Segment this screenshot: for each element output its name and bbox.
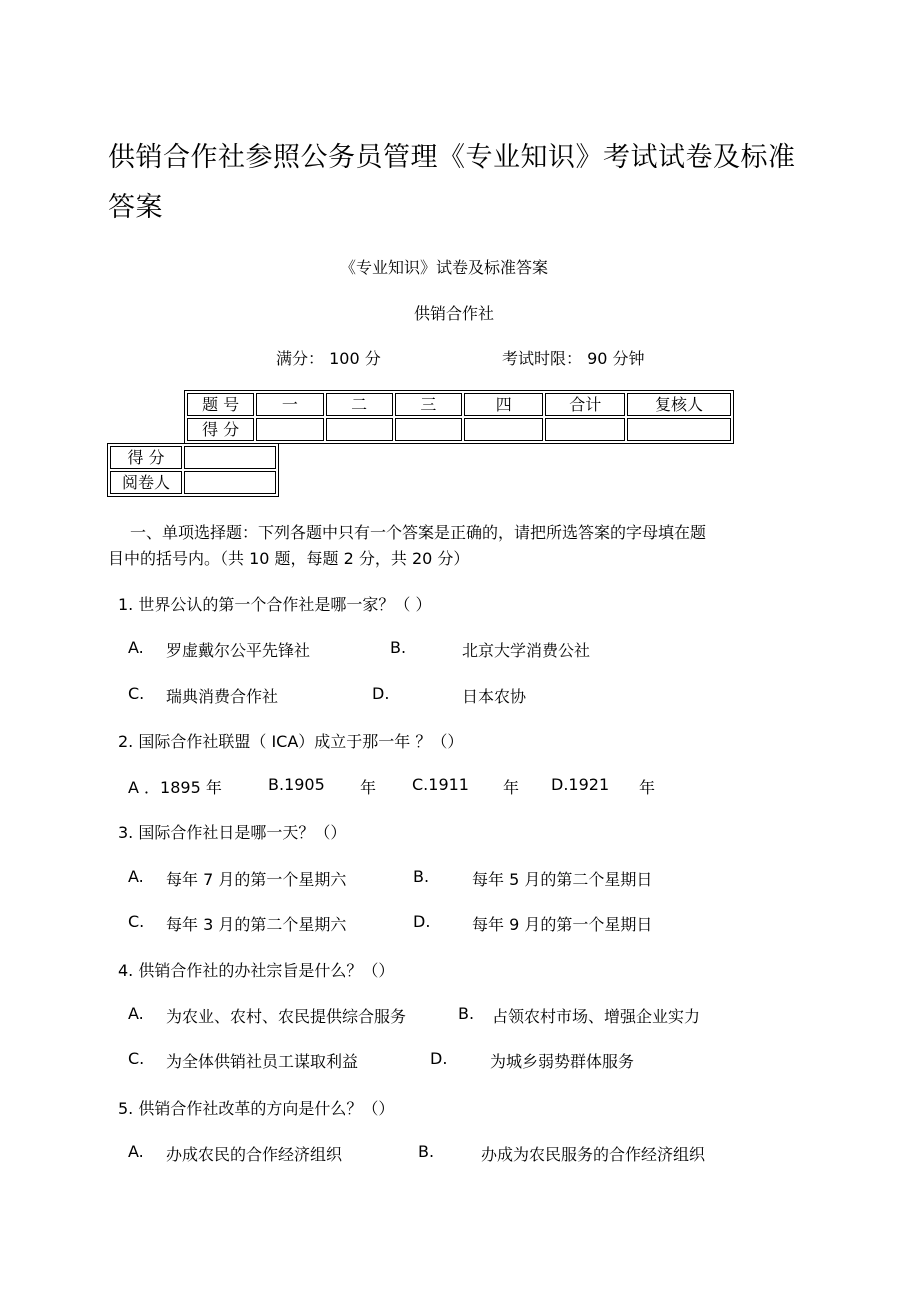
question-1-option-b-text: 北京大学消费公社 bbox=[462, 641, 591, 660]
grader-score-label: 得 分 bbox=[110, 446, 182, 469]
question-3-option-c-letter: C. bbox=[128, 912, 145, 931]
question-3-option-a-text: 每年 7 月的第一个星期六 bbox=[166, 870, 347, 889]
question-4-option-d-text: 为城乡弱势群体服务 bbox=[490, 1052, 635, 1071]
document-title-line-2: 答案 bbox=[108, 192, 163, 223]
question-2-option-a: A ．1895 年 bbox=[128, 778, 222, 797]
question-1-option-d-text: 日本农协 bbox=[462, 687, 527, 706]
grader-table-row bbox=[110, 471, 276, 494]
question-4-option-a-text: 为农业、农村、农民提供综合服务 bbox=[166, 1007, 407, 1026]
document-title-line-1: 供销合作社参照公务员管理《专业知识》考试试卷及标准 bbox=[108, 142, 796, 173]
grader-score-cell[interactable] bbox=[184, 446, 276, 469]
question-4-option-b-text: 占领农村市场、增强企业实力 bbox=[492, 1007, 701, 1026]
question-3-stem: 3. 国际合作社日是哪一天？（） bbox=[118, 823, 347, 842]
question-3-option-c-text: 每年 3 月的第二个星期六 bbox=[166, 915, 347, 934]
score-input-cell[interactable] bbox=[627, 418, 731, 441]
question-3-option-d-letter: D. bbox=[413, 912, 431, 931]
score-table-header-cell: 四 bbox=[464, 393, 543, 416]
question-4-option-b-letter: B. bbox=[458, 1004, 475, 1023]
score-input-cell[interactable] bbox=[326, 418, 393, 441]
question-2-stem: 2. 国际合作社联盟（ ICA）成立于那一年 ？（） bbox=[118, 732, 464, 751]
score-input-cell[interactable] bbox=[464, 418, 543, 441]
question-1-option-a-text: 罗虚戴尔公平先锋社 bbox=[166, 641, 311, 660]
question-5-option-b-text: 办成为农民服务的合作经济组织 bbox=[481, 1145, 706, 1164]
score-table-header-row bbox=[187, 393, 731, 416]
score-input-cell[interactable] bbox=[545, 418, 624, 441]
question-2-option-d-unit: 年 bbox=[639, 778, 656, 797]
score-table-header-cell: 一 bbox=[256, 393, 323, 416]
question-4-option-a-letter: A. bbox=[128, 1004, 144, 1023]
score-table-header-cell: 复核人 bbox=[627, 393, 731, 416]
score-table-row-label: 得 分 bbox=[187, 418, 254, 441]
grader-table-row bbox=[110, 446, 276, 469]
section-1-intro-line-2: 目中的括号内。（共 10 题，每题 2 分，共 20 分） bbox=[108, 549, 470, 568]
score-table-header-cell: 二 bbox=[326, 393, 393, 416]
score-input-cell[interactable] bbox=[395, 418, 462, 441]
question-2-option-b: B.1905 bbox=[268, 775, 325, 794]
question-5-option-a-text: 办成农民的合作经济组织 bbox=[166, 1145, 343, 1164]
question-2-option-d: D.1921 bbox=[551, 775, 610, 794]
score-table-header-cell: 合计 bbox=[545, 393, 624, 416]
document-subtitle: 《专业知识》试卷及标准答案 bbox=[340, 258, 549, 277]
question-3-option-a-letter: A. bbox=[128, 867, 144, 886]
score-table-header-cell: 三 bbox=[395, 393, 462, 416]
time-limit: 考试时限： 90 分钟 bbox=[502, 349, 645, 368]
question-1-option-c-text: 瑞典消费合作社 bbox=[166, 687, 279, 706]
question-5-stem: 5. 供销合作社改革的方向是什么？（） bbox=[118, 1099, 395, 1118]
grader-name-cell[interactable] bbox=[184, 471, 276, 494]
score-input-cell[interactable] bbox=[256, 418, 323, 441]
question-1-option-b-letter: B. bbox=[390, 638, 407, 657]
question-3-option-b-letter: B. bbox=[413, 867, 430, 886]
question-4-option-c-letter: C. bbox=[128, 1049, 145, 1068]
question-1-option-d-letter: D. bbox=[372, 684, 390, 703]
question-4-option-d-letter: D. bbox=[430, 1049, 448, 1068]
question-2-option-c-unit: 年 bbox=[503, 778, 520, 797]
question-3-option-d-text: 每年 9 月的第一个星期日 bbox=[472, 915, 653, 934]
question-2-option-b-unit: 年 bbox=[360, 778, 377, 797]
question-1-stem: 1. 世界公认的第一个合作社是哪一家？（ ） bbox=[118, 595, 432, 614]
question-1-option-a-letter: A. bbox=[128, 638, 144, 657]
section-1-intro-line-1: 一、单项选择题：下列各题中只有一个答案是正确的，请把所选答案的字母填在题 bbox=[130, 523, 707, 542]
organization-name: 供销合作社 bbox=[414, 304, 495, 323]
question-1-option-c-letter: C. bbox=[128, 684, 145, 703]
grader-table bbox=[107, 443, 279, 497]
question-4-option-c-text: 为全体供销社员工谋取利益 bbox=[166, 1052, 359, 1071]
question-3-option-b-text: 每年 5 月的第二个星期日 bbox=[472, 870, 653, 889]
question-2-option-c: C.1911 bbox=[412, 775, 469, 794]
question-4-stem: 4. 供销合作社的办社宗旨是什么？（） bbox=[118, 961, 395, 980]
question-5-option-a-letter: A. bbox=[128, 1142, 144, 1161]
score-table-header-cell: 题 号 bbox=[187, 393, 254, 416]
question-5-option-b-letter: B. bbox=[418, 1142, 435, 1161]
score-table bbox=[184, 390, 734, 444]
full-score: 满分： 100 分 bbox=[276, 349, 381, 368]
score-table-score-row bbox=[187, 418, 731, 441]
grader-name-label: 阅卷人 bbox=[110, 471, 182, 494]
